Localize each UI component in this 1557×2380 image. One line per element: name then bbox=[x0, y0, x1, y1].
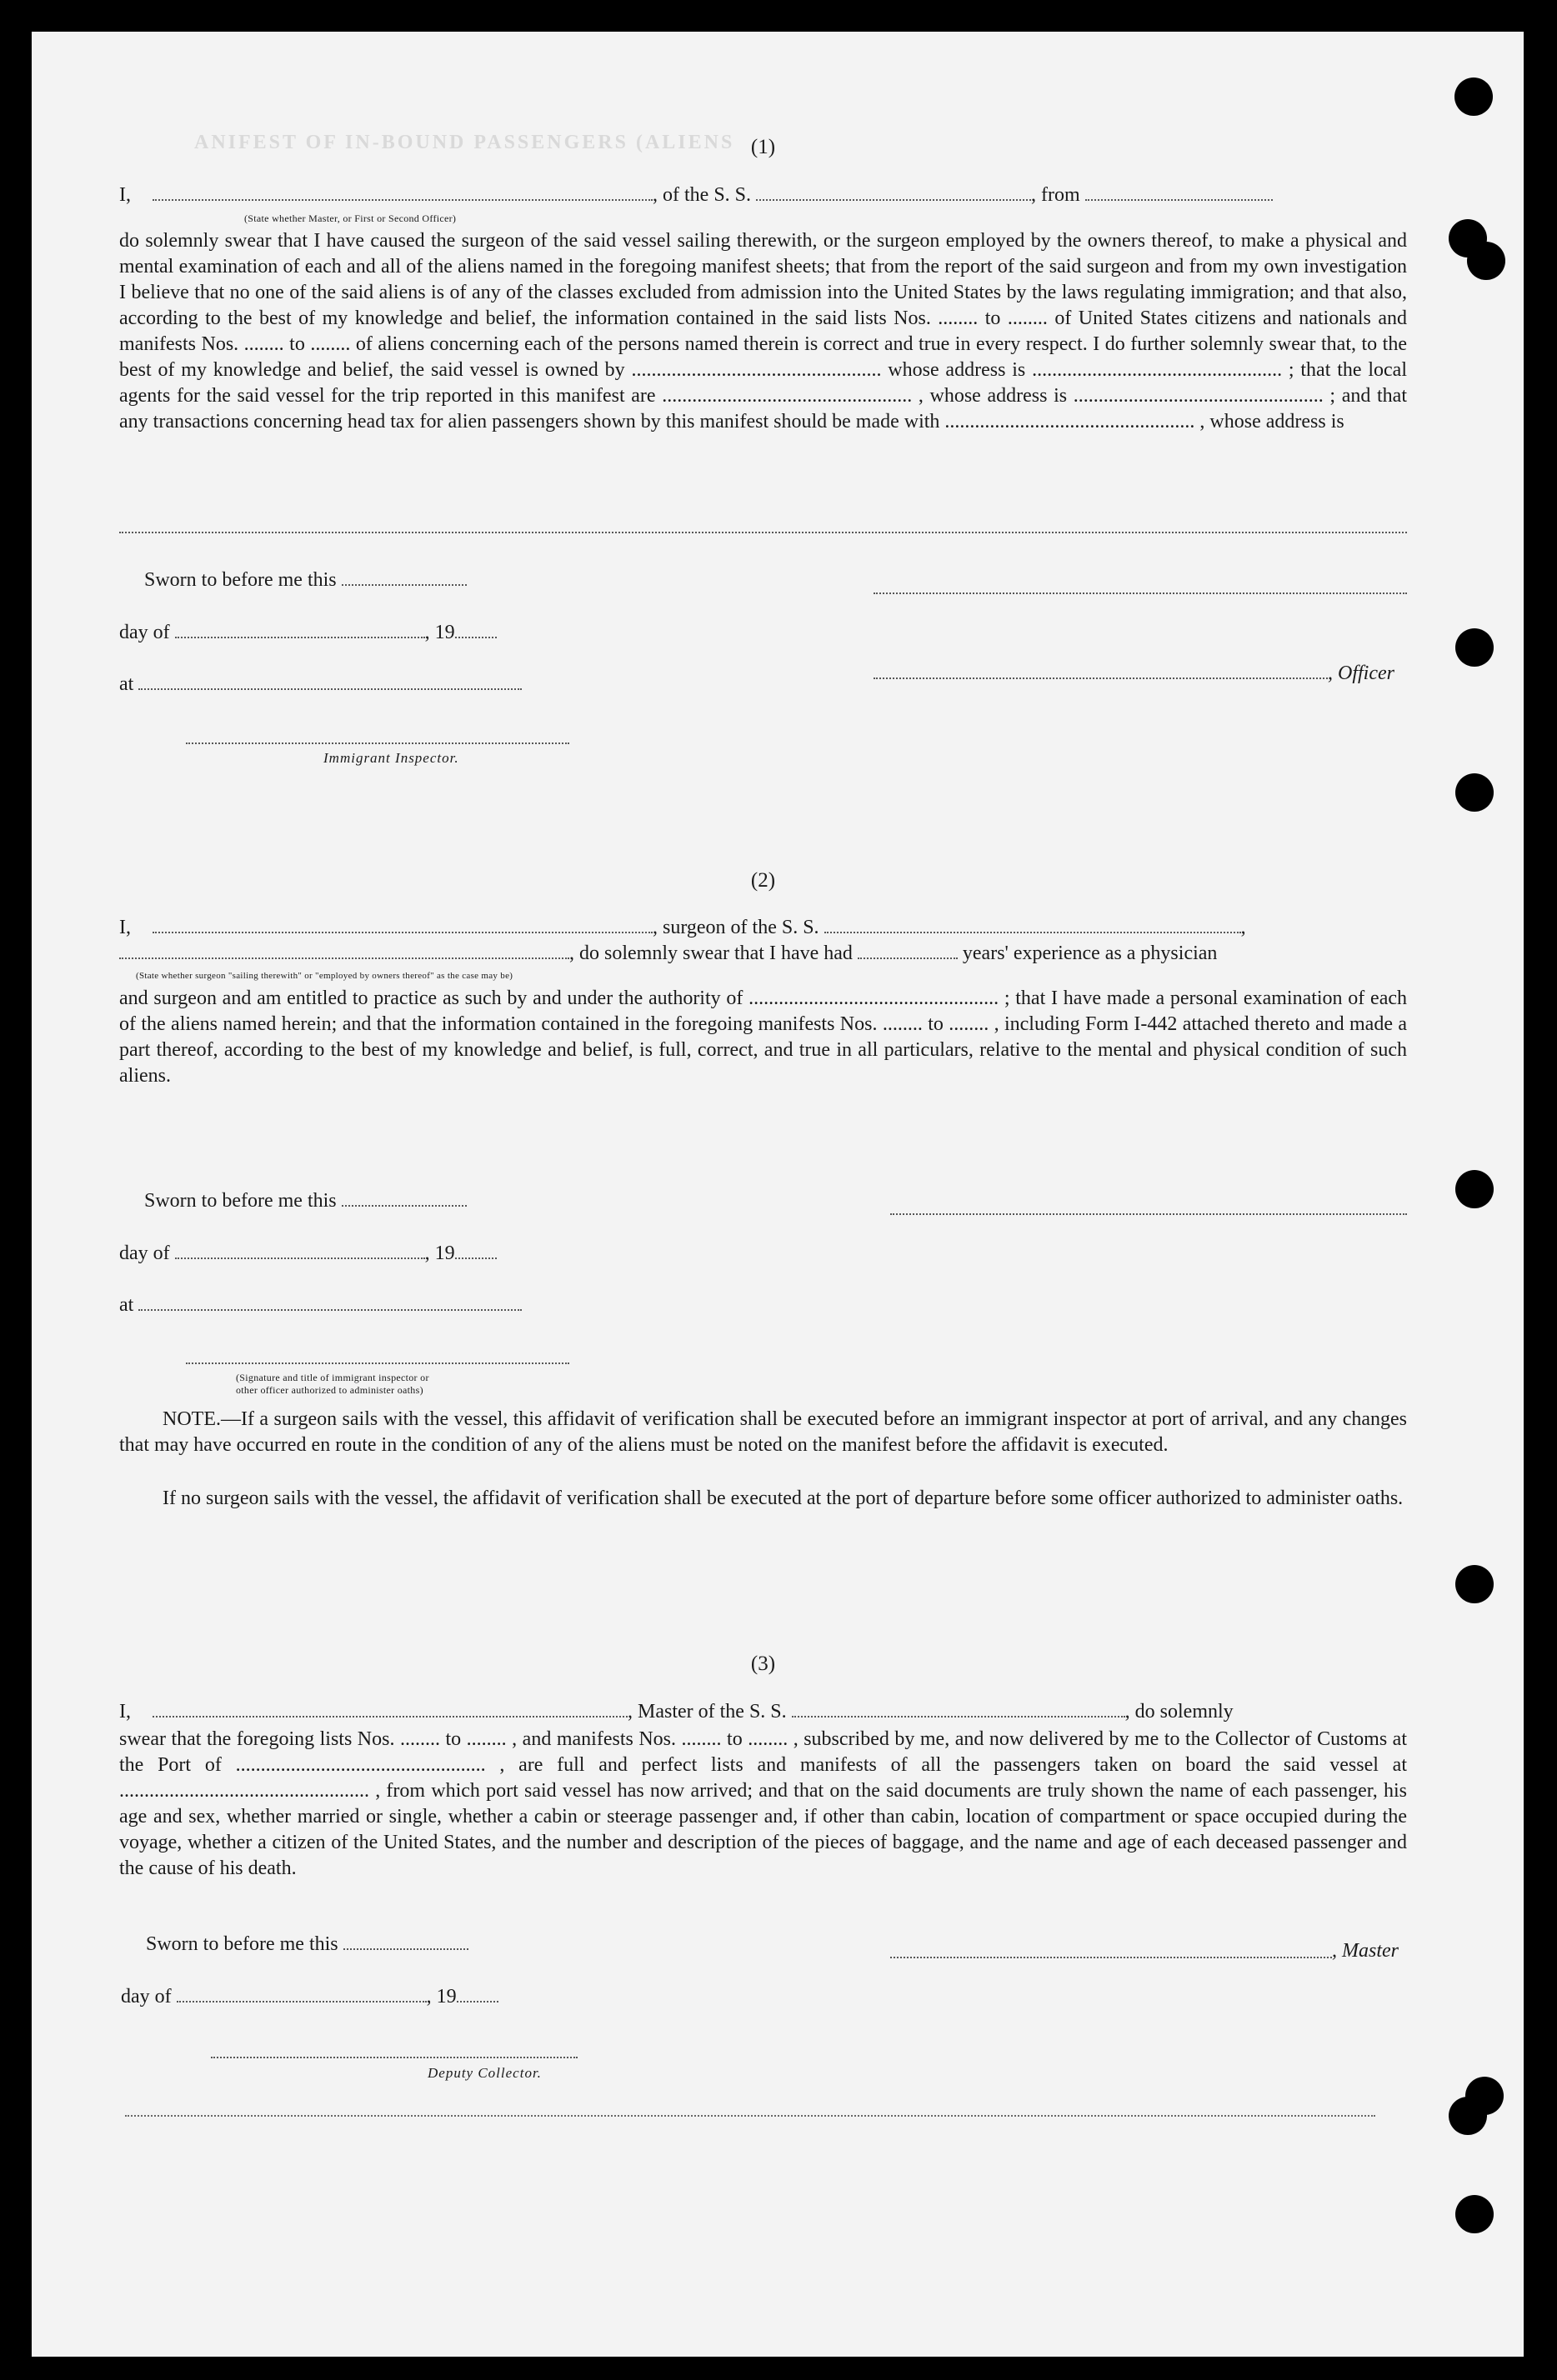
years-field[interactable] bbox=[858, 942, 958, 959]
sworn-date-field[interactable] bbox=[342, 1190, 467, 1207]
punch-hole bbox=[1455, 773, 1494, 812]
punch-hole bbox=[1455, 1170, 1494, 1208]
section-2-oath-line: I, , surgeon of the S. S. , bbox=[119, 917, 1246, 938]
section-3-oath-line bbox=[119, 1701, 1407, 1723]
sworn-label: Sworn to before me this bbox=[146, 1933, 338, 1955]
section-2-sworn-line bbox=[119, 1190, 1407, 1212]
punch-hole bbox=[1454, 78, 1493, 116]
section-2-at-line bbox=[119, 1294, 1407, 1317]
section-3-sworn-line bbox=[119, 1933, 1407, 1956]
signature-caption-line-1: (Signature and title of immigrant inspector or bbox=[236, 1372, 429, 1383]
year-field[interactable] bbox=[455, 622, 497, 638]
at-label: at bbox=[119, 673, 134, 695]
sworn-label: Sworn to before me this bbox=[144, 1190, 337, 1212]
officer-signature-line[interactable] bbox=[874, 592, 1407, 594]
master-label: , Master bbox=[1332, 1940, 1399, 1962]
from-port-field[interactable] bbox=[1085, 184, 1273, 201]
collector-signature-line[interactable] bbox=[211, 2057, 578, 2058]
swear-label: , do solemnly swear that I have had bbox=[569, 942, 853, 964]
year-label: , 19 bbox=[424, 1242, 455, 1264]
deputy-collector-label: Deputy Collector. bbox=[428, 2065, 542, 2081]
section-3-day-line bbox=[119, 1986, 1407, 2008]
at-place-field[interactable] bbox=[138, 1294, 522, 1311]
bleed-through-header: ANIFEST OF IN-BOUND PASSENGERS (ALIENS bbox=[194, 132, 735, 153]
sworn-label: Sworn to before me this bbox=[144, 569, 337, 591]
signature-caption-line-2: other officer authorized to administer oaths) bbox=[236, 1384, 423, 1396]
punch-hole bbox=[1467, 242, 1505, 280]
oath-prefix: I, bbox=[119, 917, 131, 938]
year-field[interactable] bbox=[457, 1986, 498, 2002]
solemnly-label: , do solemnly bbox=[1124, 1701, 1234, 1722]
year-field[interactable] bbox=[455, 1242, 497, 1259]
punch-hole bbox=[1465, 2077, 1504, 2115]
section-3-number: (3) bbox=[750, 1652, 776, 1675]
officer-caption: (State whether Master, or First or Second Officer) bbox=[244, 212, 457, 224]
day-of-label: day of bbox=[121, 1986, 172, 2008]
punch-hole bbox=[1455, 2195, 1494, 2233]
surgeon-type-field[interactable] bbox=[119, 942, 569, 959]
section-2-number: (2) bbox=[750, 869, 776, 892]
officer-name-field[interactable] bbox=[153, 184, 653, 201]
master-name-field[interactable] bbox=[153, 1701, 628, 1718]
vessel-name-field[interactable] bbox=[824, 917, 1241, 933]
vessel-name-field[interactable] bbox=[756, 184, 1031, 201]
section-2-day-line bbox=[119, 1242, 1407, 1265]
punch-hole bbox=[1455, 1565, 1494, 1603]
section-1-oath-text: do solemnly swear that I have caused the surgeon of the said vessel sailing therewith, or the surgeon employed by the owners thereof, to make a physical and mental examination of each and all of the aliens named in the foregoing manifest sheets; that from the report of the said surgeon and from my own investigation I believe that no one of the said aliens is of any of the classes excluded from admission into the United States by the laws regulating immigration; and that also, according to the best of my knowledge and belief, the information contained in the said lists Nos. ........ to ........ of United States citizens and nationals and manifests Nos. ........ to ........ of aliens concerning each of the persons named therein is correct and true in every respect. I do further solemnly swear that, to the best of my knowledge and belief, the said vessel is owned by .................................................. whose address is .................................................. ; that the local agents for the said vessel for the trip reported in this manifest are .................................................. , whose address is .................................................. ; and that any transactions concerning head tax for alien passengers shown by this manifest should be made with .................................................. , whose address is bbox=[119, 230, 1407, 432]
vessel-name-field[interactable] bbox=[792, 1701, 1125, 1718]
section-2-experience-line bbox=[119, 942, 1407, 965]
sworn-date-field[interactable] bbox=[343, 1933, 468, 1950]
inspector-label: Immigrant Inspector. bbox=[323, 750, 459, 766]
note-paragraph-2: If no surgeon sails with the vessel, the affidavit of verification shall be executed at the port of departure before some officer authorized to administer oaths. bbox=[163, 1488, 1404, 1509]
inspector-signature-line[interactable] bbox=[186, 742, 569, 744]
day-of-label: day of bbox=[119, 1242, 170, 1264]
day-field[interactable] bbox=[175, 1242, 425, 1259]
day-of-label: day of bbox=[119, 622, 170, 643]
note-paragraph: NOTE.—If a surgeon sails with the vessel, this affidavit of verification shall be executed before an immigrant inspector at port of arrival, and any changes that may have occurred en route in the condition of any of the aliens must be noted on the manifest before the affidavit is executed. bbox=[119, 1408, 1407, 1456]
day-field[interactable] bbox=[177, 1986, 427, 2002]
section-3-oath-text: swear that the foregoing lists Nos. ........ to ........ , and manifests Nos. ........ to ........ , subscribed by me, and now delivered by me to the Collector of Customs at the Port of .................................................. , are full and perfect lists and manifests of all the passengers taken on board the said vessel at .................................................. , from which port said vessel has now arrived; and that on the said documents are truly shown the name of each passenger, his age and sex, whether married or single, whether a cabin or steerage passenger and, if other than cabin, location of compartment or space occupied during the voyage, whether a citizen of the United States, and the number and description of the pieces of baggage, and the name and age of each deceased passenger and the cause of his death. bbox=[119, 1728, 1407, 1879]
oath-prefix: I, bbox=[119, 1701, 131, 1722]
document-page bbox=[32, 32, 1524, 2357]
section-1-number: (1) bbox=[750, 136, 776, 158]
bottom-rule bbox=[125, 2115, 1375, 2117]
master-of-ss-label: , Master of the S. S. bbox=[628, 1701, 787, 1722]
section-2-oath-text: and surgeon and am entitled to practice as such by and under the authority of .................................................. ; that I have made a personal examination of each of the aliens named herein; and that the information contained in the foregoing manifests Nos. ........ to ........ , including Form I-442 attached thereto and made a part thereof, according to the best of my knowledge and belief, is full, correct, and true in all particulars, relative to the mental and physical condition of such aliens. bbox=[119, 988, 1407, 1087]
section-1-at-line bbox=[119, 673, 1407, 696]
authorized-officer-signature-line[interactable] bbox=[186, 1362, 569, 1364]
at-place-field[interactable] bbox=[138, 673, 522, 690]
section-1-sworn-line bbox=[119, 569, 1407, 592]
section-1-oath-line bbox=[119, 184, 1407, 207]
of-ss-label: , of the S. S. bbox=[653, 184, 752, 206]
officer-label: , Officer bbox=[1328, 662, 1394, 684]
year-label: , 19 bbox=[424, 622, 455, 643]
oath-prefix: I, bbox=[119, 184, 131, 206]
punch-hole bbox=[1455, 628, 1494, 667]
day-field[interactable] bbox=[175, 622, 425, 638]
at-label: at bbox=[119, 1294, 134, 1316]
surgeon-of-ss-label: , surgeon of the S. S. bbox=[653, 917, 819, 938]
section-1-text-continuation-line[interactable] bbox=[119, 532, 1407, 533]
surgeon-type-caption: (State whether surgeon "sailing therewith" or "employed by owners thereof" as the case may be) bbox=[136, 971, 513, 981]
sworn-date-field[interactable] bbox=[342, 569, 467, 586]
section-1-day-line bbox=[119, 622, 1407, 644]
surgeon-name-field[interactable] bbox=[153, 917, 653, 933]
from-label: , from bbox=[1031, 184, 1080, 206]
years-experience-label: years' experience as a physician bbox=[962, 942, 1218, 964]
year-label: , 19 bbox=[426, 1986, 457, 2008]
surgeon-signature-line[interactable] bbox=[890, 1213, 1407, 1215]
master-signature-line[interactable] bbox=[890, 1957, 1332, 1958]
